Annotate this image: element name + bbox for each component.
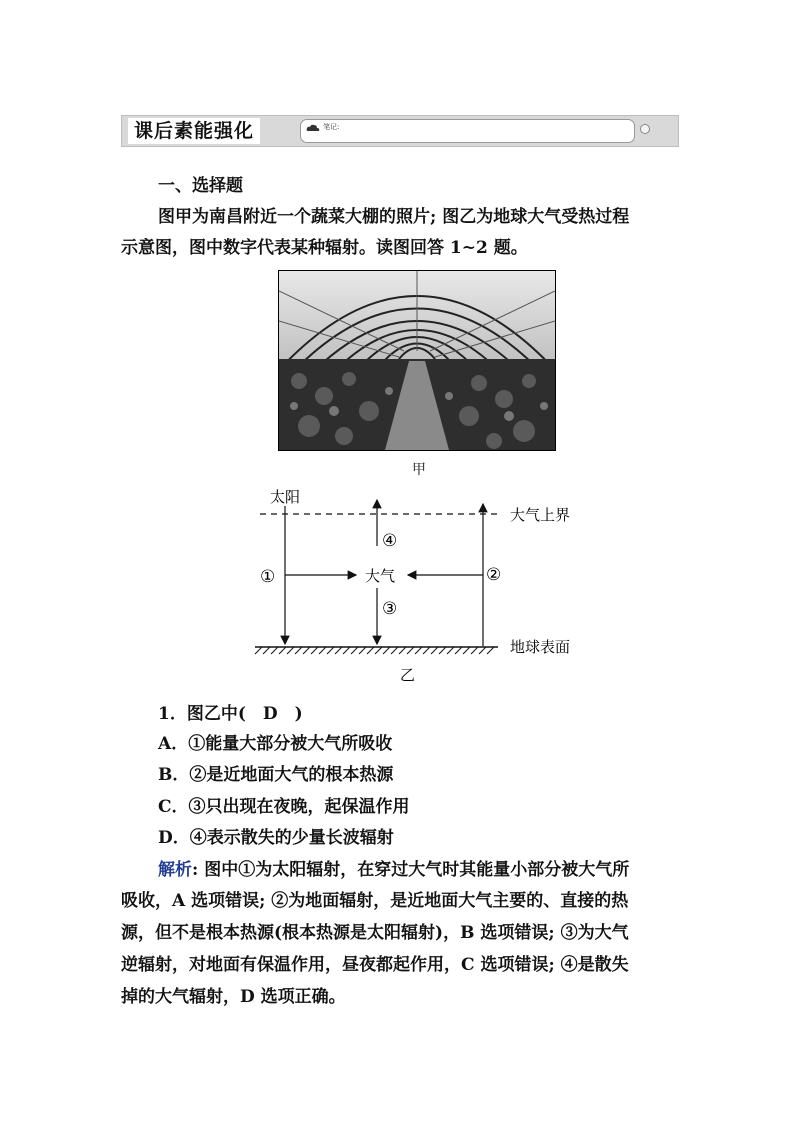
- header-bar: [121, 115, 679, 147]
- header-title: 课后素能强化: [128, 118, 260, 144]
- label-3: ③: [382, 599, 398, 619]
- analysis-text-1: : 图中①为太阳辐射，在穿过大气时其能量小部分被大气所: [192, 860, 630, 880]
- figure-b-caption: 乙: [400, 666, 416, 684]
- section-heading: 一、选择题: [158, 176, 243, 196]
- sun-label: 太阳: [270, 488, 301, 506]
- note-label: 笔记:: [323, 123, 340, 131]
- option-b: B．②是近地面大气的根本热源: [158, 765, 394, 785]
- cloud-icon: [306, 123, 320, 133]
- circle-icon[interactable]: [640, 124, 650, 134]
- intro-line-1: 图甲为南昌附近一个蔬菜大棚的照片; 图乙为地球大气受热过程: [158, 207, 630, 227]
- atmosphere-heating-diagram: [250, 484, 610, 689]
- label-2: ②: [486, 565, 502, 585]
- intro-line-2: 示意图，图中数字代表某种辐射。读图回答 1~2 题。: [121, 238, 528, 258]
- analysis-label: 解析: [158, 860, 192, 880]
- label-4: ④: [382, 531, 398, 551]
- analysis-line-3: 源，但不是根本热源(根本热源是太阳辐射)，B 选项错误; ③为大气: [121, 923, 629, 943]
- figure-a-caption: 甲: [412, 462, 426, 478]
- question-stem: 1．图乙中( D ): [158, 704, 303, 724]
- analysis-line-1: [158, 858, 629, 882]
- analysis-line-5: 掉的大气辐射，D 选项正确。: [121, 987, 346, 1007]
- note-field[interactable]: [300, 119, 635, 143]
- ground-surface: [255, 647, 498, 654]
- ground-label: 地球表面: [510, 638, 571, 656]
- atmosphere-label: 大气: [365, 567, 396, 585]
- analysis-line-4: 逆辐射，对地面有保温作用，昼夜都起作用，C 选项错误; ④是散失: [121, 955, 629, 975]
- atmosphere-top-label: 大气上界: [510, 506, 571, 524]
- option-c: C．③只出现在夜晚，起保温作用: [158, 797, 410, 817]
- analysis-line-2: 吸收，A 选项错误; ②为地面辐射，是近地面大气主要的、直接的热: [121, 891, 629, 911]
- greenhouse-photo: [278, 270, 556, 451]
- option-a: A．①能量大部分被大气所吸收: [158, 734, 393, 754]
- option-d: D．④表示散失的少量长波辐射: [158, 828, 394, 848]
- label-1: ①: [260, 567, 276, 587]
